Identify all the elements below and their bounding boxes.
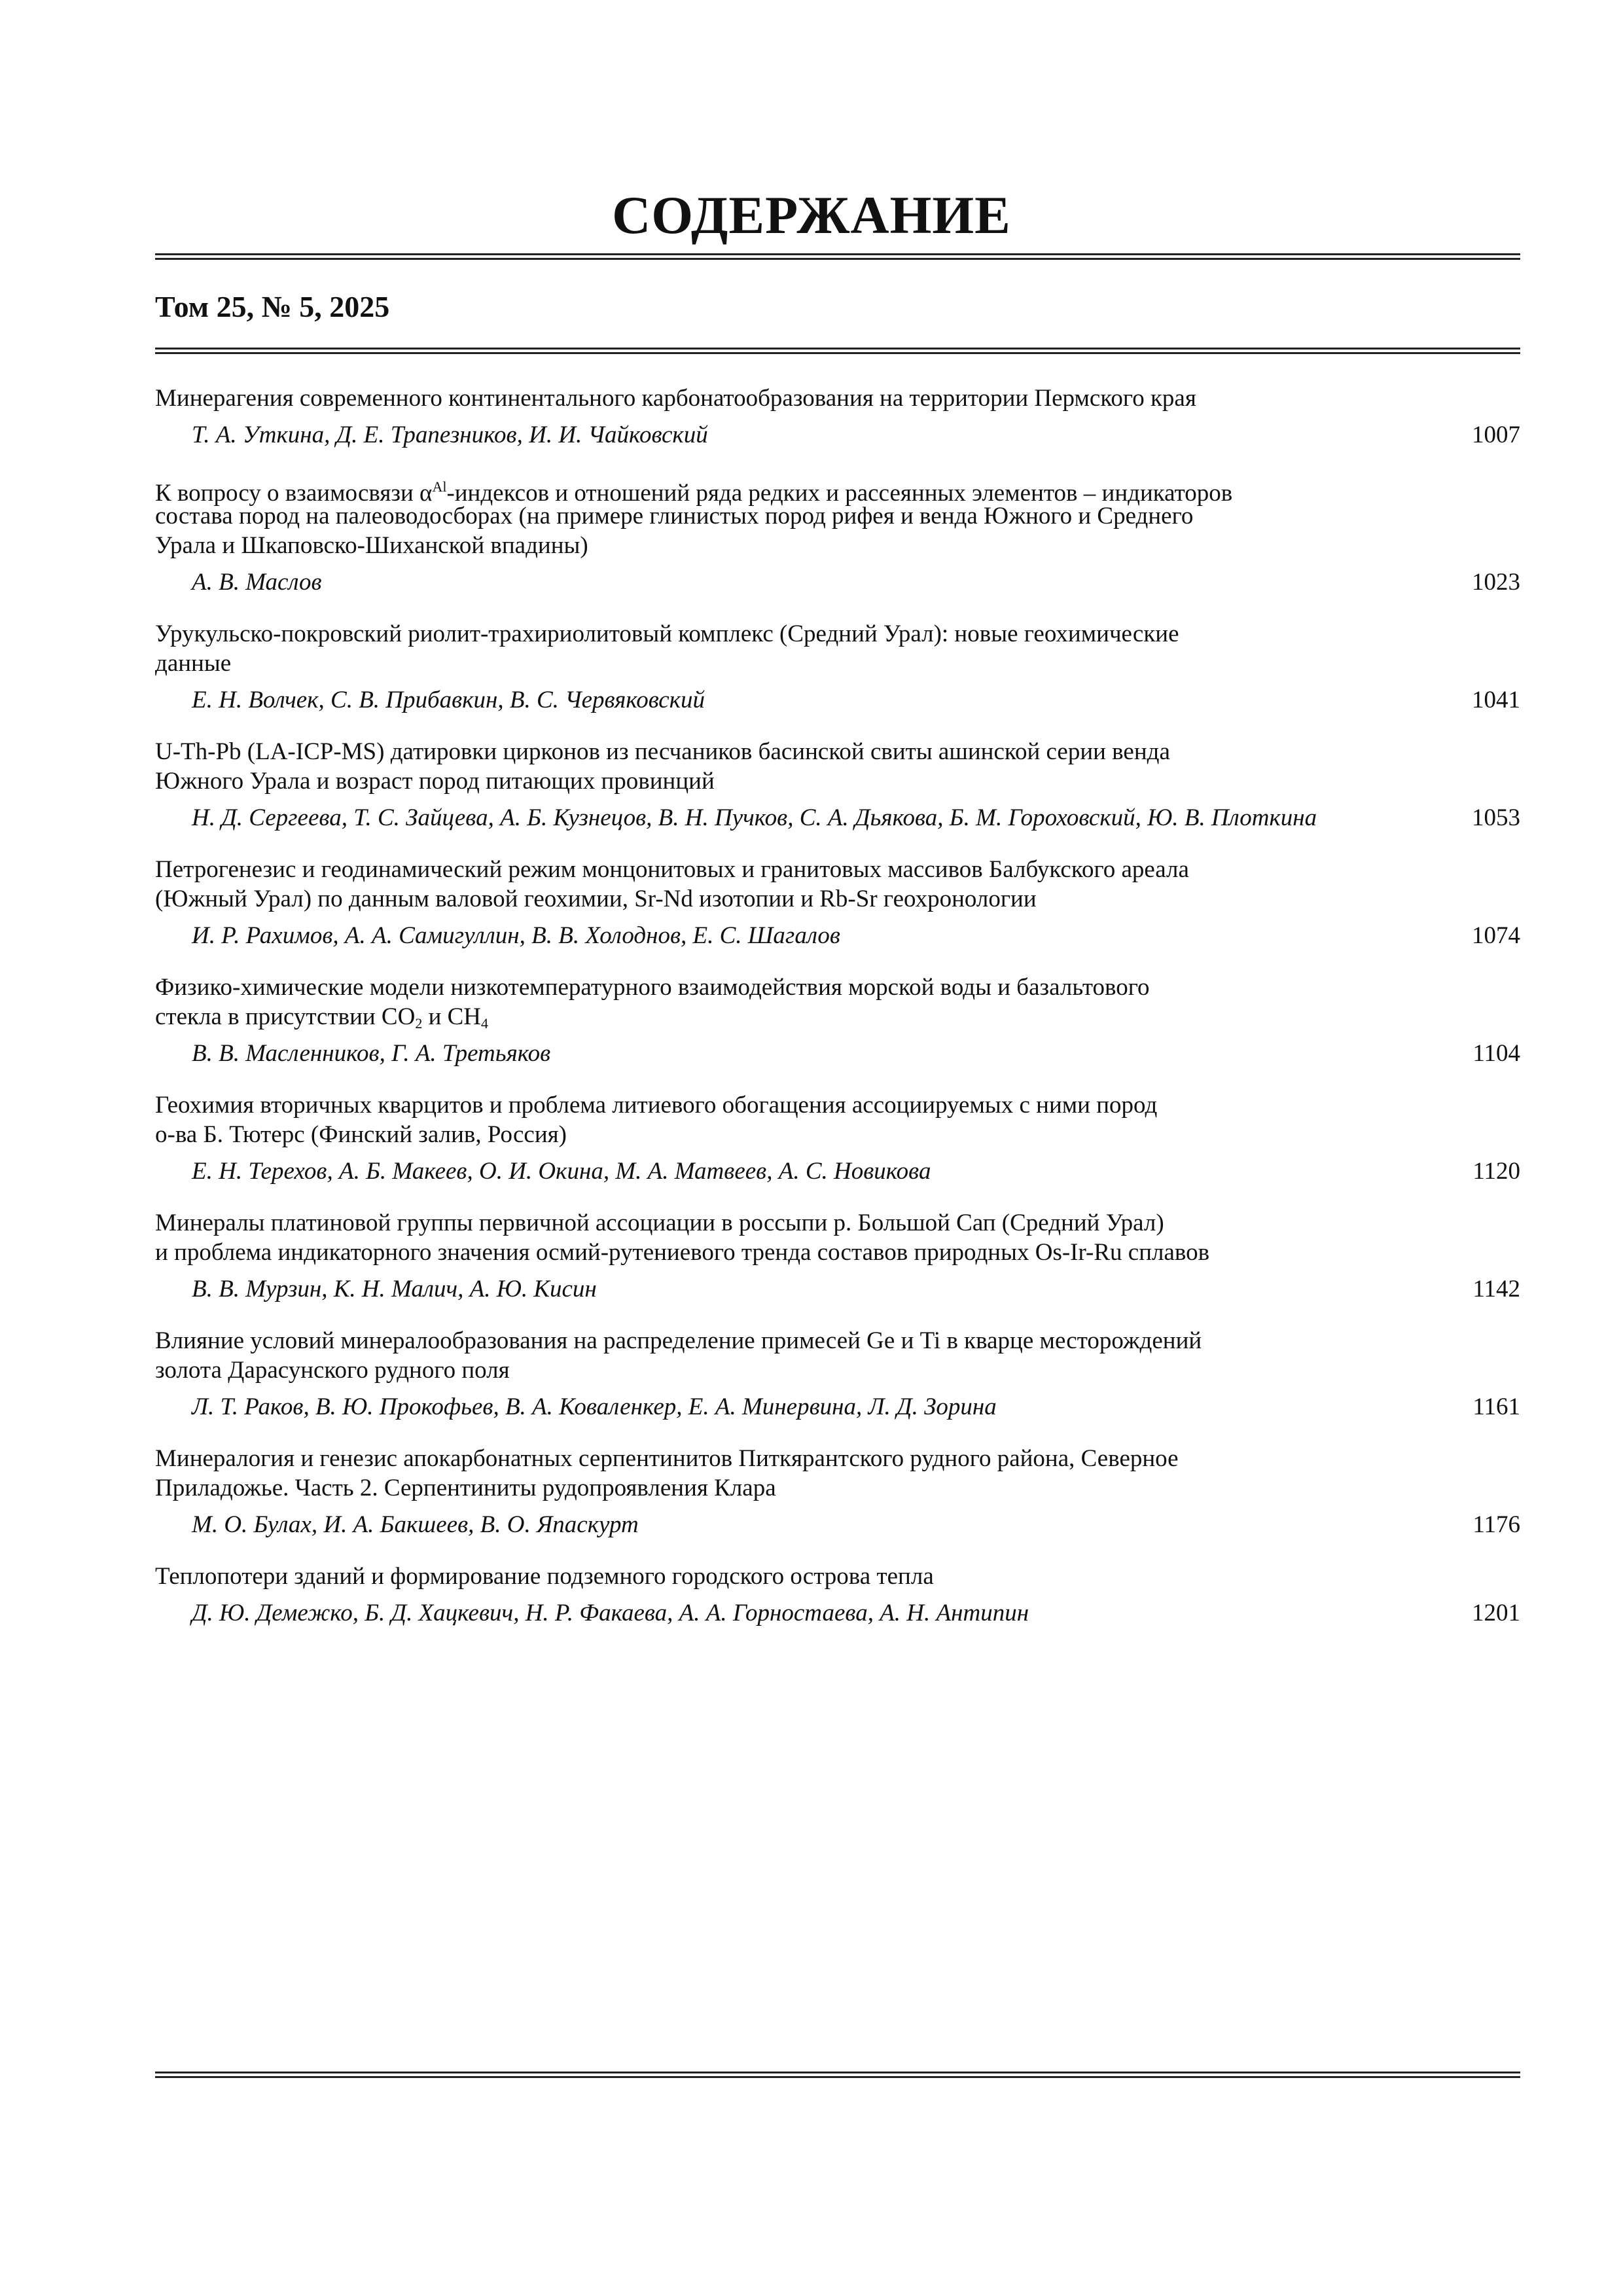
page-number: 1161 xyxy=(1472,1393,1520,1420)
article-title-line xyxy=(155,1562,1520,1591)
title-text: золота Дарасунского рудного поля xyxy=(155,1357,510,1384)
page-number: 1104 xyxy=(1472,1040,1520,1067)
title-text: Минерагения современного континентального карбонатообразования на территории Пермского края xyxy=(155,385,1196,412)
title-text: Физико-химические модели низкотемпературного взаимодействия морской воды и базальтового xyxy=(155,974,1150,1001)
article-title-line xyxy=(155,737,1520,766)
toc-entry[interactable] xyxy=(155,1326,1520,1422)
authors-row xyxy=(155,1598,1520,1628)
title-text: Минералогия и генезис апокарбонатных серпентинитов Питкярантского рудного района, Северное xyxy=(155,1445,1179,1472)
authors-row xyxy=(155,1157,1520,1186)
title-text: Петрогенезис и геодинамический режим монцонитовых и гранитовых массивов Балбукского ареала xyxy=(155,856,1189,883)
authors-row xyxy=(155,567,1520,597)
article-authors: В. В. Масленников, Г. А. Третьяков xyxy=(192,1040,551,1067)
page-number: 1176 xyxy=(1472,1511,1520,1538)
title-text: Геохимия вторичных кварцитов и проблема литиевого обогащения ассоциируемых с ними пород xyxy=(155,1092,1158,1119)
title-divider xyxy=(155,253,1520,260)
authors-row xyxy=(155,420,1520,450)
table-of-contents xyxy=(155,384,1520,1650)
toc-entry[interactable] xyxy=(155,737,1520,833)
article-authors: Е. Н. Волчек, С. В. Прибавкин, В. С. Червяковский xyxy=(192,687,705,713)
title-text: состава пород на палеоводосборах (на примере глинистых пород рифея и венда Южного и Среднего xyxy=(155,503,1194,529)
article-title-line xyxy=(155,1326,1520,1355)
toc-entry[interactable] xyxy=(155,1562,1520,1628)
title-text: Минералы платиновой группы первичной ассоциации в россыпи р. Большой Сап (Средний Урал) xyxy=(155,1210,1164,1236)
title-text: (Южный Урал) по данным валовой геохимии, Sr-Nd изотопии и Rb-Sr геохронологии xyxy=(155,886,1037,912)
page-number: 1023 xyxy=(1472,569,1520,596)
issue-divider xyxy=(155,348,1520,354)
title-text: Южного Урала и возраст пород питающих провинций xyxy=(155,768,715,795)
title-text: Урала и Шкаповско-Шиханской впадины) xyxy=(155,532,588,559)
article-authors: А. В. Маслов xyxy=(192,569,322,596)
page-title: СОДЕРЖАНИЕ xyxy=(612,185,1011,245)
page-number: 1142 xyxy=(1472,1276,1520,1302)
title-text: и проблема индикаторного значения осмий-рутениевого тренда составов природных Os-Ir-Ru сплавов xyxy=(155,1239,1210,1266)
authors-row xyxy=(155,1039,1520,1068)
article-title-line xyxy=(155,973,1520,1002)
toc-entry[interactable] xyxy=(155,384,1520,450)
article-title-line xyxy=(155,472,1520,507)
page-number: 1053 xyxy=(1472,804,1520,831)
toc-entry[interactable] xyxy=(155,973,1520,1068)
title-text: о-ва Б. Тютерс (Финский залив, Россия) xyxy=(155,1121,567,1148)
article-authors: В. В. Мурзин, К. Н. Малич, А. Ю. Кисин xyxy=(192,1276,597,1302)
title-text: К вопросу о взаимосвязи α xyxy=(155,480,433,507)
page-number: 1201 xyxy=(1472,1600,1520,1626)
article-authors: И. Р. Рахимов, А. А. Самигуллин, В. В. Холоднов, Е. С. Шагалов xyxy=(192,922,840,949)
toc-entry[interactable] xyxy=(155,855,1520,950)
title-text: и CH xyxy=(422,1003,482,1030)
page-number: 1007 xyxy=(1472,422,1520,448)
article-authors: Л. Т. Раков, В. Ю. Прокофьев, В. А. Коваленкер, Е. А. Минервина, Л. Д. Зорина xyxy=(192,1393,997,1420)
title-text: стекла в присутствии CO xyxy=(155,1003,416,1030)
subscript: 4 xyxy=(481,1015,489,1031)
article-title-line xyxy=(155,1473,1520,1503)
article-authors: Д. Ю. Демежко, Б. Д. Хацкевич, Н. Р. Факаева, А. А. Горностаева, А. Н. Антипин xyxy=(192,1600,1029,1626)
article-authors: Н. Д. Сергеева, Т. С. Зайцева, А. Б. Кузнецов, В. Н. Пучков, С. А. Дьякова, Б. М. Гороховский, Ю. В. Плоткина xyxy=(192,804,1317,831)
footer-divider xyxy=(155,2072,1520,2078)
issue-heading: Том 25, № 5, 2025 xyxy=(155,290,390,323)
superscript: Al xyxy=(432,478,447,495)
authors-row xyxy=(155,803,1520,833)
article-title-line xyxy=(155,1090,1520,1120)
authors-row xyxy=(155,921,1520,950)
article-title-line xyxy=(155,1444,1520,1473)
article-title-line xyxy=(155,1208,1520,1238)
title-text: Влияние условий минералообразования на распределение примесей Ge и Ti в кварце месторождений xyxy=(155,1327,1202,1354)
article-title-line xyxy=(155,1355,1520,1385)
title-text: Теплопотери зданий и формирование подземного городского острова тепла xyxy=(155,1563,934,1590)
subscript: 2 xyxy=(415,1015,423,1031)
title-text: Приладожье. Часть 2. Серпентиниты рудопроявления Клара xyxy=(155,1475,776,1501)
authors-row xyxy=(155,1392,1520,1422)
article-authors: М. О. Булах, И. А. Бакшеев, В. О. Япаскурт xyxy=(192,1511,639,1538)
article-title-line xyxy=(155,855,1520,884)
title-text: данные xyxy=(155,650,232,677)
title-text: -индексов и отношений ряда редких и рассеянных элементов – индикаторов xyxy=(446,480,1233,507)
article-title-line xyxy=(155,531,1520,560)
toc-entry[interactable] xyxy=(155,1444,1520,1539)
article-title-line xyxy=(155,884,1520,914)
page-number: 1074 xyxy=(1472,922,1520,949)
article-title-line xyxy=(155,619,1520,649)
toc-entry[interactable] xyxy=(155,1090,1520,1186)
article-title-line xyxy=(155,649,1520,678)
title-text: U-Th-Pb (LA-ICP-MS) датировки цирконов из песчаников басинской свиты ашинской серии венда xyxy=(155,738,1170,765)
article-title-line xyxy=(155,766,1520,796)
title-text: Урукульско-покровский риолит-трахириолитовый комплекс (Средний Урал): новые геохимические xyxy=(155,620,1179,647)
article-title-line xyxy=(155,1002,1520,1031)
article-title-line xyxy=(155,1120,1520,1149)
page-number: 1120 xyxy=(1472,1158,1520,1185)
article-authors: Е. Н. Терехов, А. Б. Макеев, О. И. Окина, М. А. Матвеев, А. С. Новикова xyxy=(192,1158,931,1185)
authors-row xyxy=(155,685,1520,715)
article-authors: Т. А. Уткина, Д. Е. Трапезников, И. И. Чайковский xyxy=(192,422,708,448)
toc-entry[interactable] xyxy=(155,472,1520,597)
authors-row xyxy=(155,1274,1520,1304)
article-title-line xyxy=(155,384,1520,413)
toc-entry[interactable] xyxy=(155,619,1520,715)
article-title-line xyxy=(155,1238,1520,1267)
page-number: 1041 xyxy=(1472,687,1520,713)
article-title-line xyxy=(155,501,1520,531)
authors-row xyxy=(155,1510,1520,1539)
toc-entry[interactable] xyxy=(155,1208,1520,1304)
